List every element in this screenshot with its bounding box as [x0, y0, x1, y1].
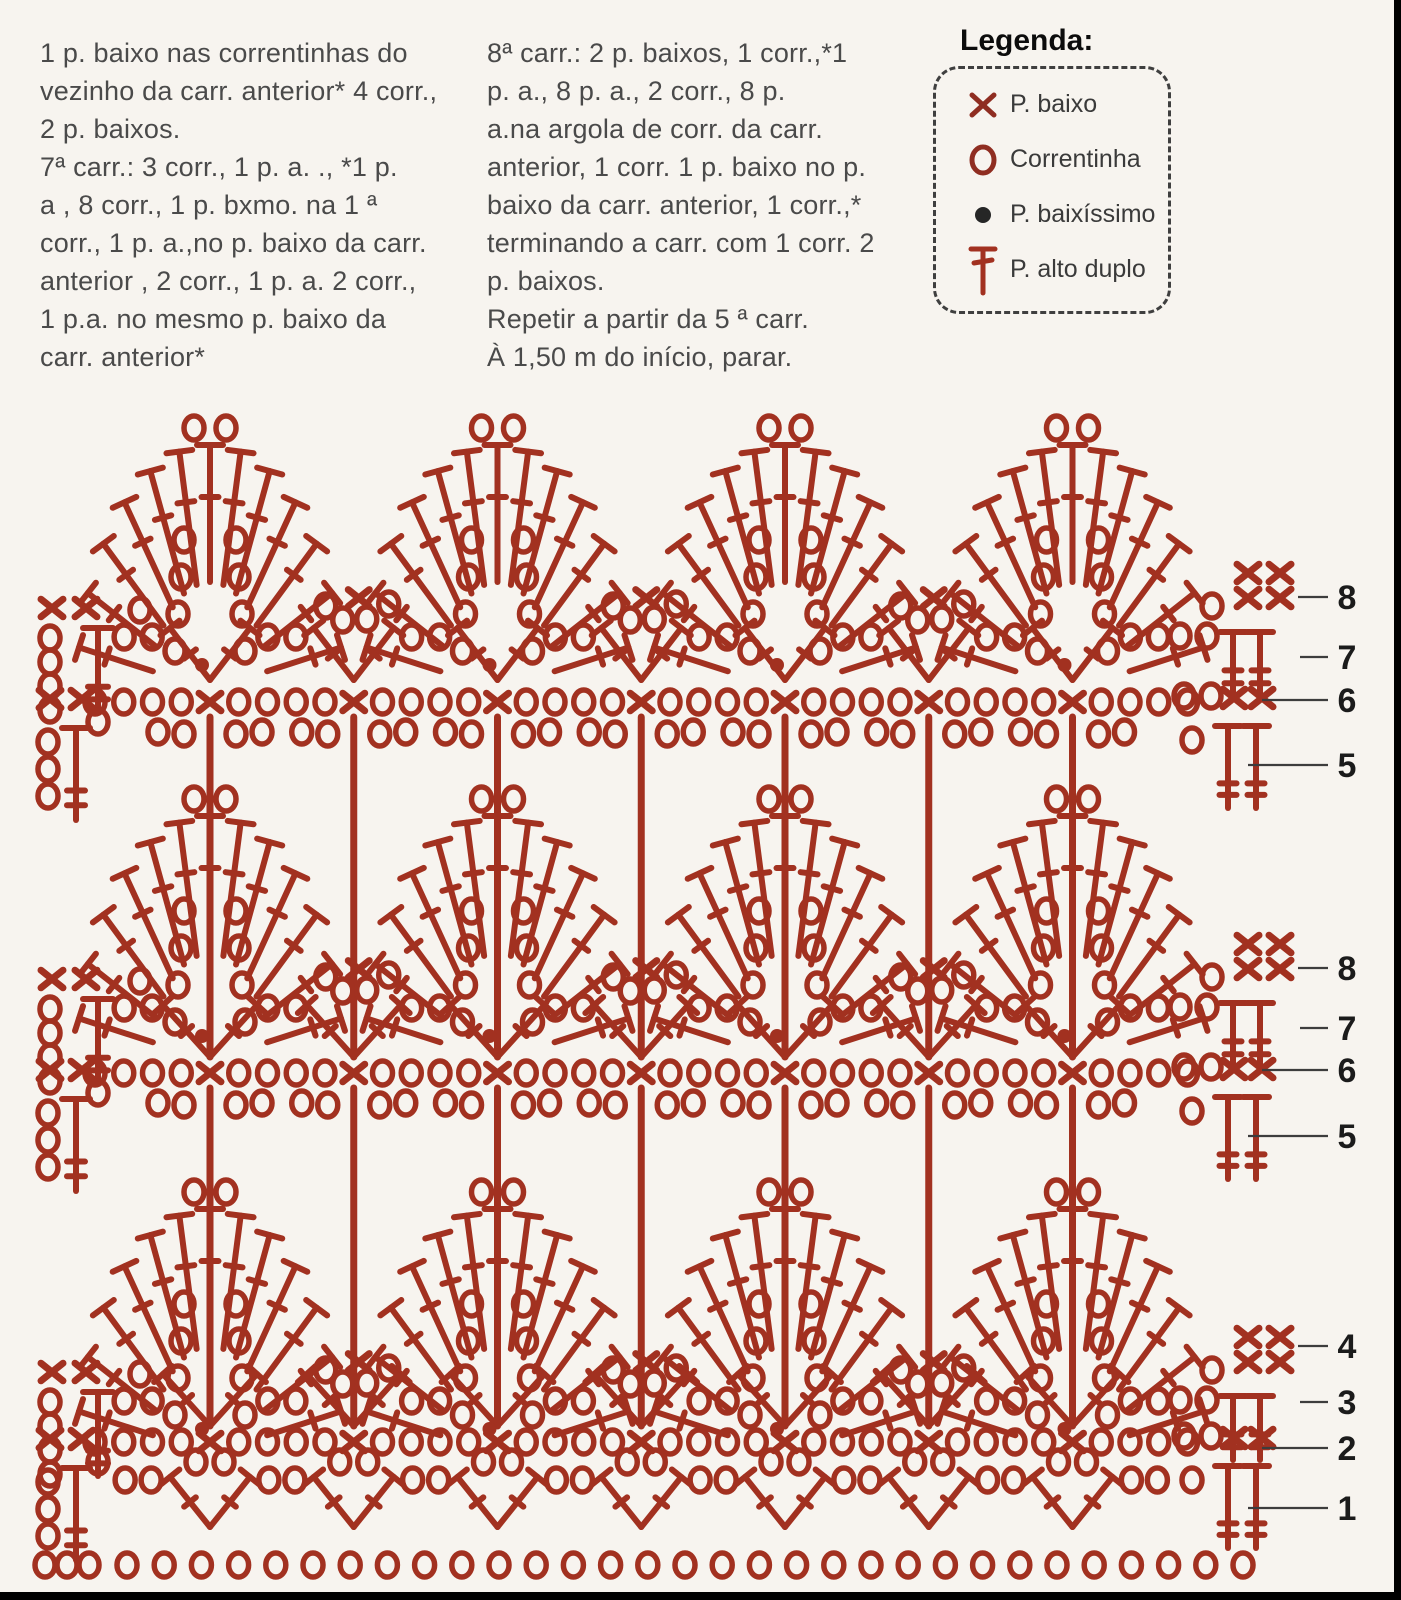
instruction-line: corr., 1 p. a.,no p. baixo da carr.	[40, 228, 427, 258]
row-number-label: 8	[1337, 950, 1357, 988]
slip-stitch-dot-icon	[958, 188, 1010, 242]
single-crochet-x-icon	[958, 78, 1010, 132]
instruction-line: baixo da carr. anterior, 1 corr.,*	[487, 190, 862, 220]
row-number-label: 6	[1337, 682, 1357, 720]
legend-item-label: Correntinha	[1010, 145, 1141, 173]
row-number-label: 6	[1337, 1052, 1357, 1090]
legend-title: Legenda:	[960, 24, 1094, 57]
instruction-line: p. a., 8 p. a., 2 corr., 8 p.	[487, 76, 786, 106]
instruction-line: À 1,50 m do início, parar.	[487, 342, 793, 372]
legend-item-label: P. baixíssimo	[1010, 200, 1156, 228]
instruction-line: 2 p. baixos.	[40, 114, 181, 144]
row-number-label: 3	[1337, 1384, 1357, 1422]
instruction-line: carr. anterior*	[40, 342, 206, 372]
instruction-line: a , 8 corr., 1 p. bxmo. na 1 ª	[40, 190, 378, 220]
instruction-line: anterior , 2 corr., 1 p. a. 2 corr.,	[40, 266, 417, 296]
instruction-line: 7ª carr.: 3 corr., 1 p. a. ., *1 p.	[40, 152, 398, 182]
instruction-line: a.na argola de corr. da carr.	[487, 114, 823, 144]
instruction-line: 8ª carr.: 2 p. baixos, 1 corr.,*1	[487, 38, 848, 68]
legend-item-label: P. alto duplo	[1010, 255, 1146, 283]
double-treble-icon	[958, 243, 1010, 297]
legend-item-label: P. baixo	[1010, 90, 1098, 118]
row-number-label: 7	[1337, 1010, 1357, 1048]
instruction-line: terminando a carr. com 1 corr. 2	[487, 228, 875, 258]
row-number-label: 4	[1337, 1328, 1357, 1366]
instruction-line: 1 p. baixo nas correntinhas do	[40, 38, 408, 68]
row-number-label: 2	[1337, 1430, 1357, 1468]
row-number-label: 7	[1337, 639, 1357, 677]
legend-item	[958, 132, 1168, 187]
row-number-label: 5	[1337, 1118, 1357, 1156]
row-number-label: 5	[1337, 747, 1357, 785]
legend-item	[958, 187, 1168, 242]
row-number-label: 8	[1337, 579, 1357, 617]
legend-item	[958, 242, 1168, 297]
instructions-left-column	[40, 34, 488, 376]
legend-item	[958, 77, 1168, 132]
instruction-line: Repetir a partir da 5 ª carr.	[487, 304, 809, 334]
row-number-label: 1	[1337, 1490, 1357, 1528]
instruction-line: vezinho da carr. anterior* 4 corr.,	[40, 76, 438, 106]
legend-box	[933, 66, 1171, 314]
instructions-right-column	[487, 34, 942, 376]
instruction-line: p. baixos.	[487, 266, 605, 296]
chain-icon	[958, 133, 1010, 187]
instruction-line: 1 p.a. no mesmo p. baixo da	[40, 304, 387, 334]
instruction-line: anterior, 1 corr. 1 p. baixo no p.	[487, 152, 867, 182]
